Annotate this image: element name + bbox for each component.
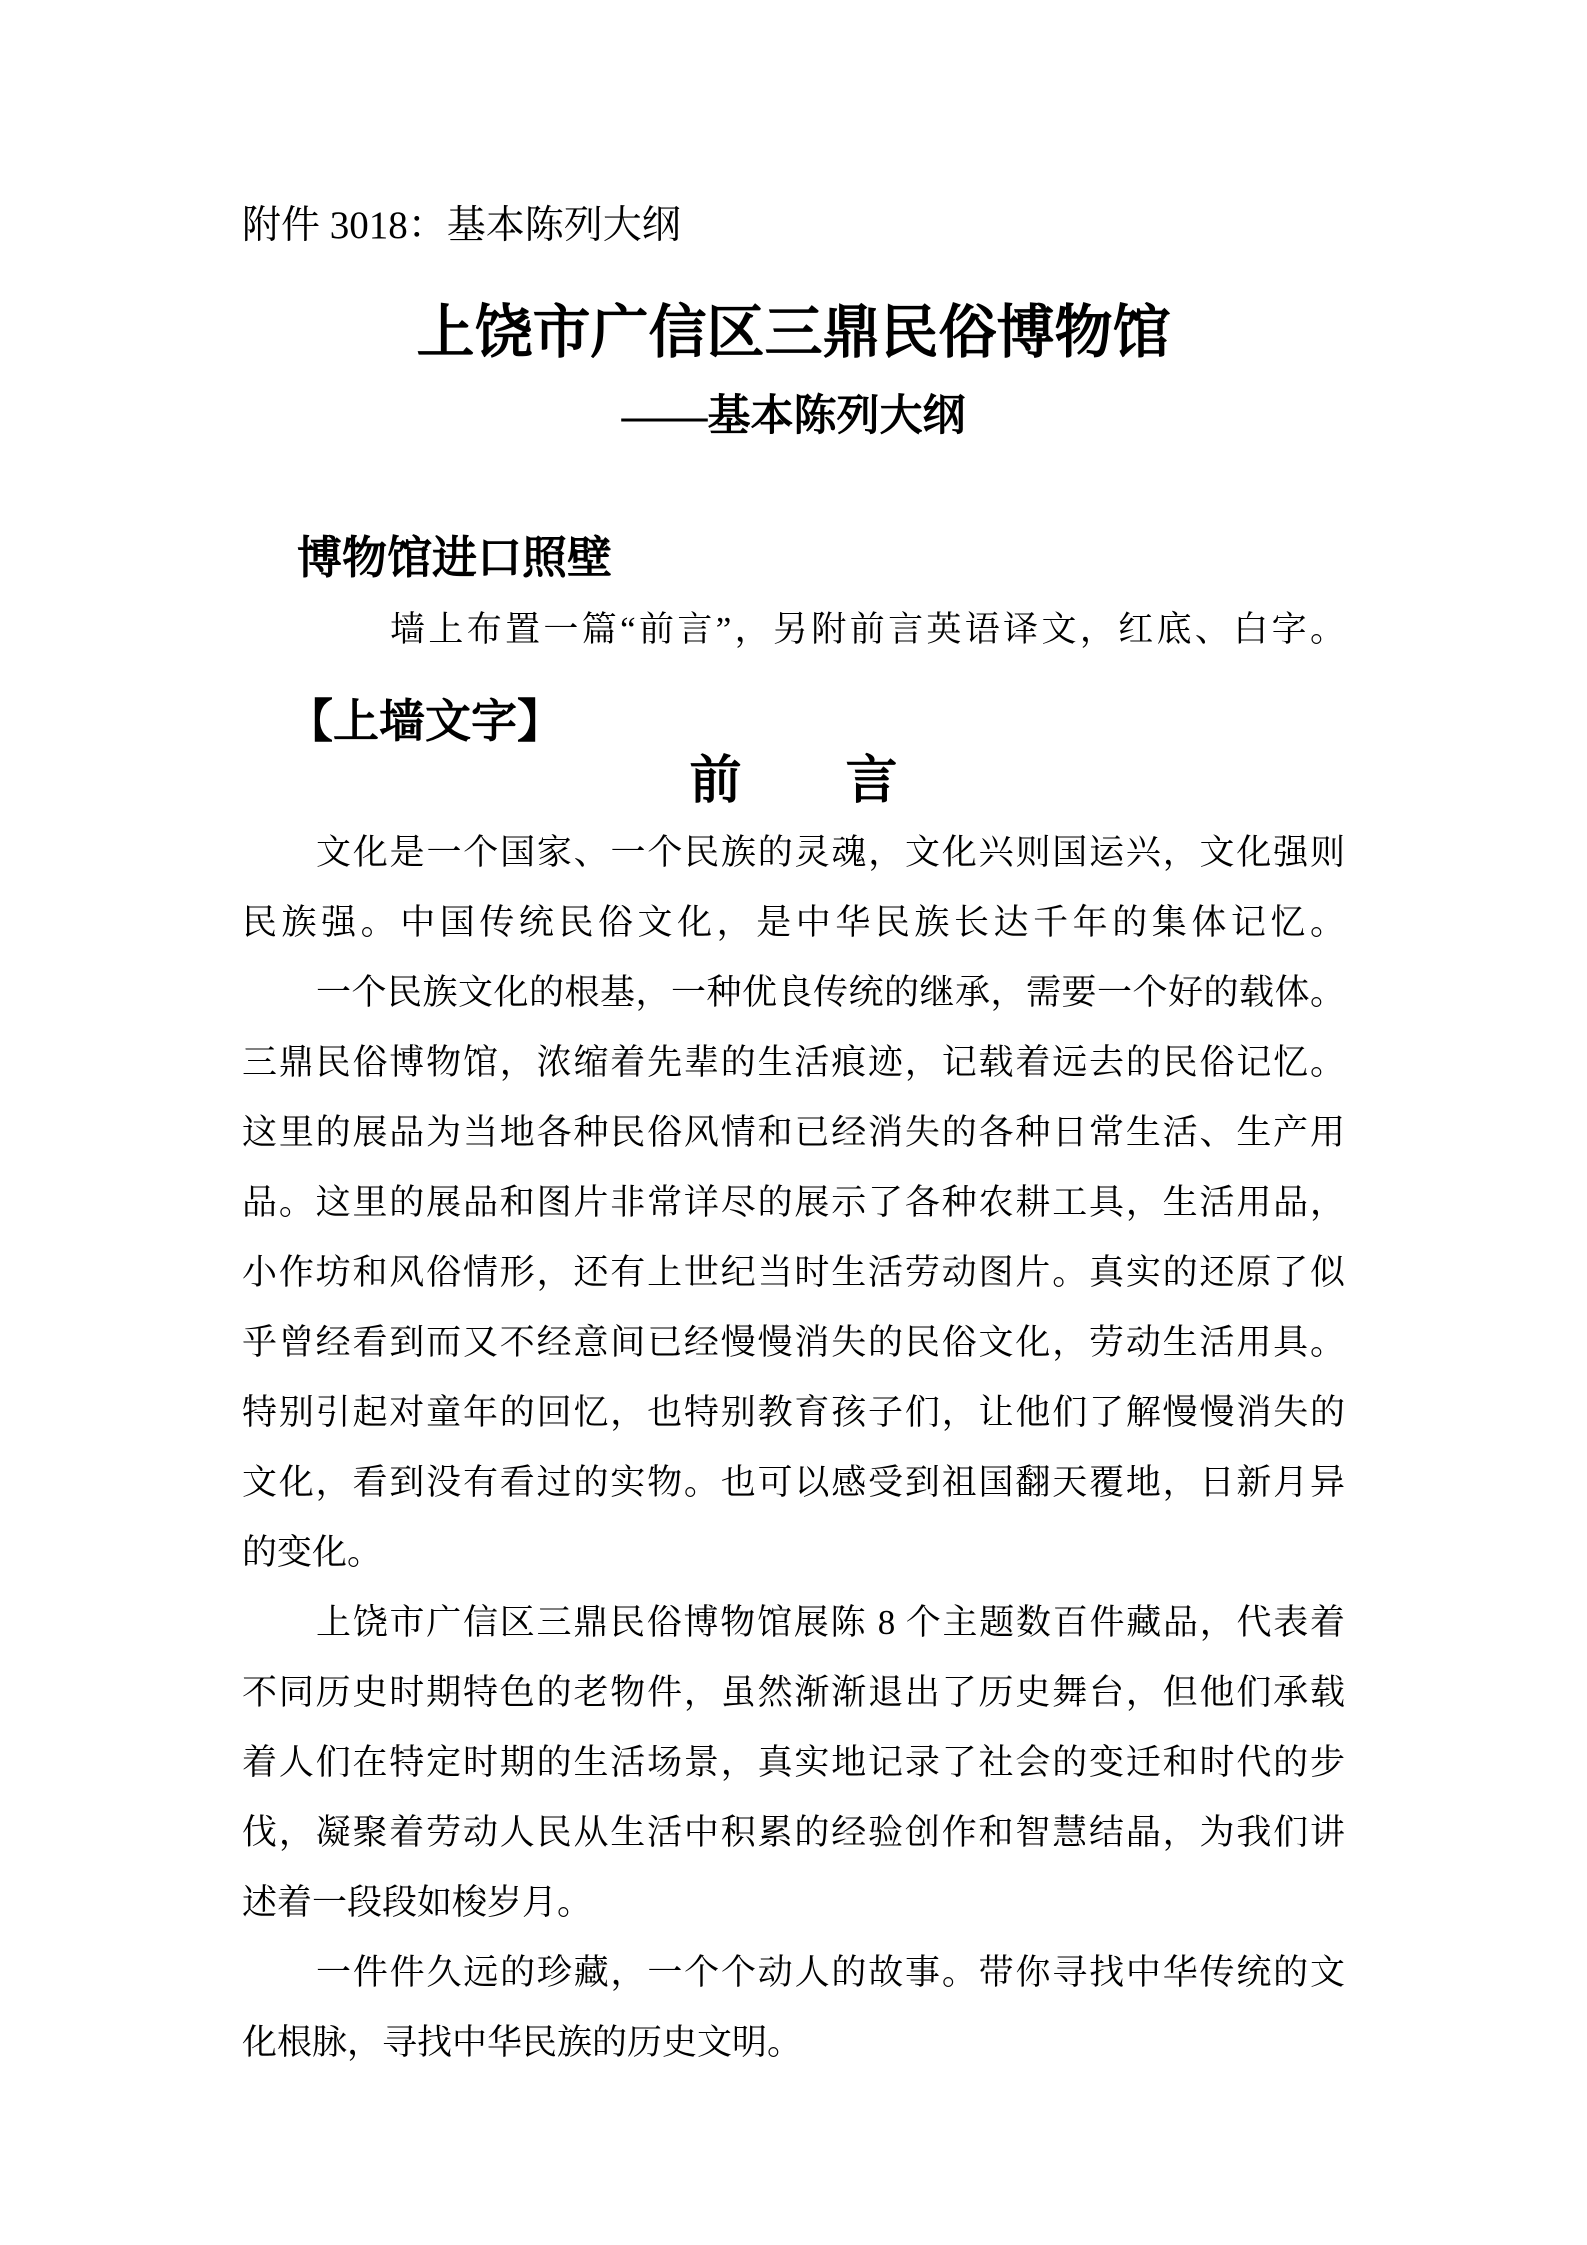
attachment-note: 附件 3018：基本陈列大纲 (242, 204, 681, 247)
preface-paragraph-3-line-2: 不同历史时期特色的老物件，虽然渐渐退出了历史舞台，但他们承载 (242, 1673, 1345, 1712)
document-subtitle: ——基本陈列大纲 (621, 393, 966, 440)
preface-paragraph-3-line-3: 着人们在特定时期的生活场景，真实地记录了社会的变迁和时代的步 (242, 1743, 1345, 1782)
preface-paragraph-4-line-2: 化根脉，寻找中华民族的历史文明。 (242, 2023, 803, 2062)
section-heading-entrance-wall: 博物馆进口照壁 (297, 533, 613, 583)
preface-paragraph-2-line-4: 品。这里的展品和图片非常详尽的展示了各种农耕工具，生活用品， (242, 1183, 1345, 1222)
preface-paragraph-3-line-4: 伐，凝聚着劳动人民从生活中积累的经验创作和智慧结晶，为我们讲 (242, 1813, 1345, 1852)
preface-paragraph-2-line-7: 特别引起对童年的回忆，也特别教育孩子们，让他们了解慢慢消失的 (242, 1393, 1345, 1432)
preface-paragraph-3-line-1: 上饶市广信区三鼎民俗博物馆展陈 8 个主题数百件藏品，代表着 (316, 1603, 1345, 1642)
preface-body (242, 818, 1345, 2078)
preface-paragraph-2-line-8: 文化，看到没有看过的实物。也可以感受到祖国翻天覆地，日新月异 (242, 1463, 1345, 1502)
preface-paragraph-1-line-2: 民族强。中国传统民俗文化，是中华民族长达千年的集体记忆。 (242, 903, 1345, 942)
preface-paragraph-4-line-1: 一件件久远的珍藏，一个个动人的故事。带你寻找中华传统的文 (316, 1953, 1345, 1992)
preface-paragraph-1-line-1: 文化是一个国家、一个民族的灵魂，文化兴则国运兴，文化强则 (316, 833, 1345, 872)
document-title: 上饶市广信区三鼎民俗博物馆 (416, 300, 1171, 365)
preface-title: 前 言 (689, 753, 898, 810)
preface-paragraph-2-line-3: 这里的展品为当地各种民俗风情和已经消失的各种日常生活、生产用 (242, 1113, 1345, 1152)
preface-paragraph-2-line-2: 三鼎民俗博物馆，浓缩着先辈的生活痕迹，记载着远去的民俗记忆。 (242, 1043, 1345, 1082)
wall-text-label: 【上墙文字】 (287, 696, 563, 747)
preface-paragraph-2-line-9: 的变化。 (242, 1533, 383, 1572)
preface-paragraph-3-line-5: 述着一段段如梭岁月。 (242, 1883, 593, 1922)
preface-paragraph-2-line-1: 一个民族文化的根基，一种优良传统的继承，需要一个好的载体。 (316, 973, 1345, 1012)
preface-paragraph-2-line-5: 小作坊和风俗情形，还有上世纪当时生活劳动图片。真实的还原了似 (242, 1253, 1345, 1292)
wall-description-paragraph: 墙上布置一篇“前言”，另附前言英语译文，红底、白字。 (390, 610, 1345, 649)
document-content (242, 0, 1345, 2078)
preface-paragraph-2-line-6: 乎曾经看到而又不经意间已经慢慢消失的民俗文化，劳动生活用具。 (242, 1323, 1345, 1362)
